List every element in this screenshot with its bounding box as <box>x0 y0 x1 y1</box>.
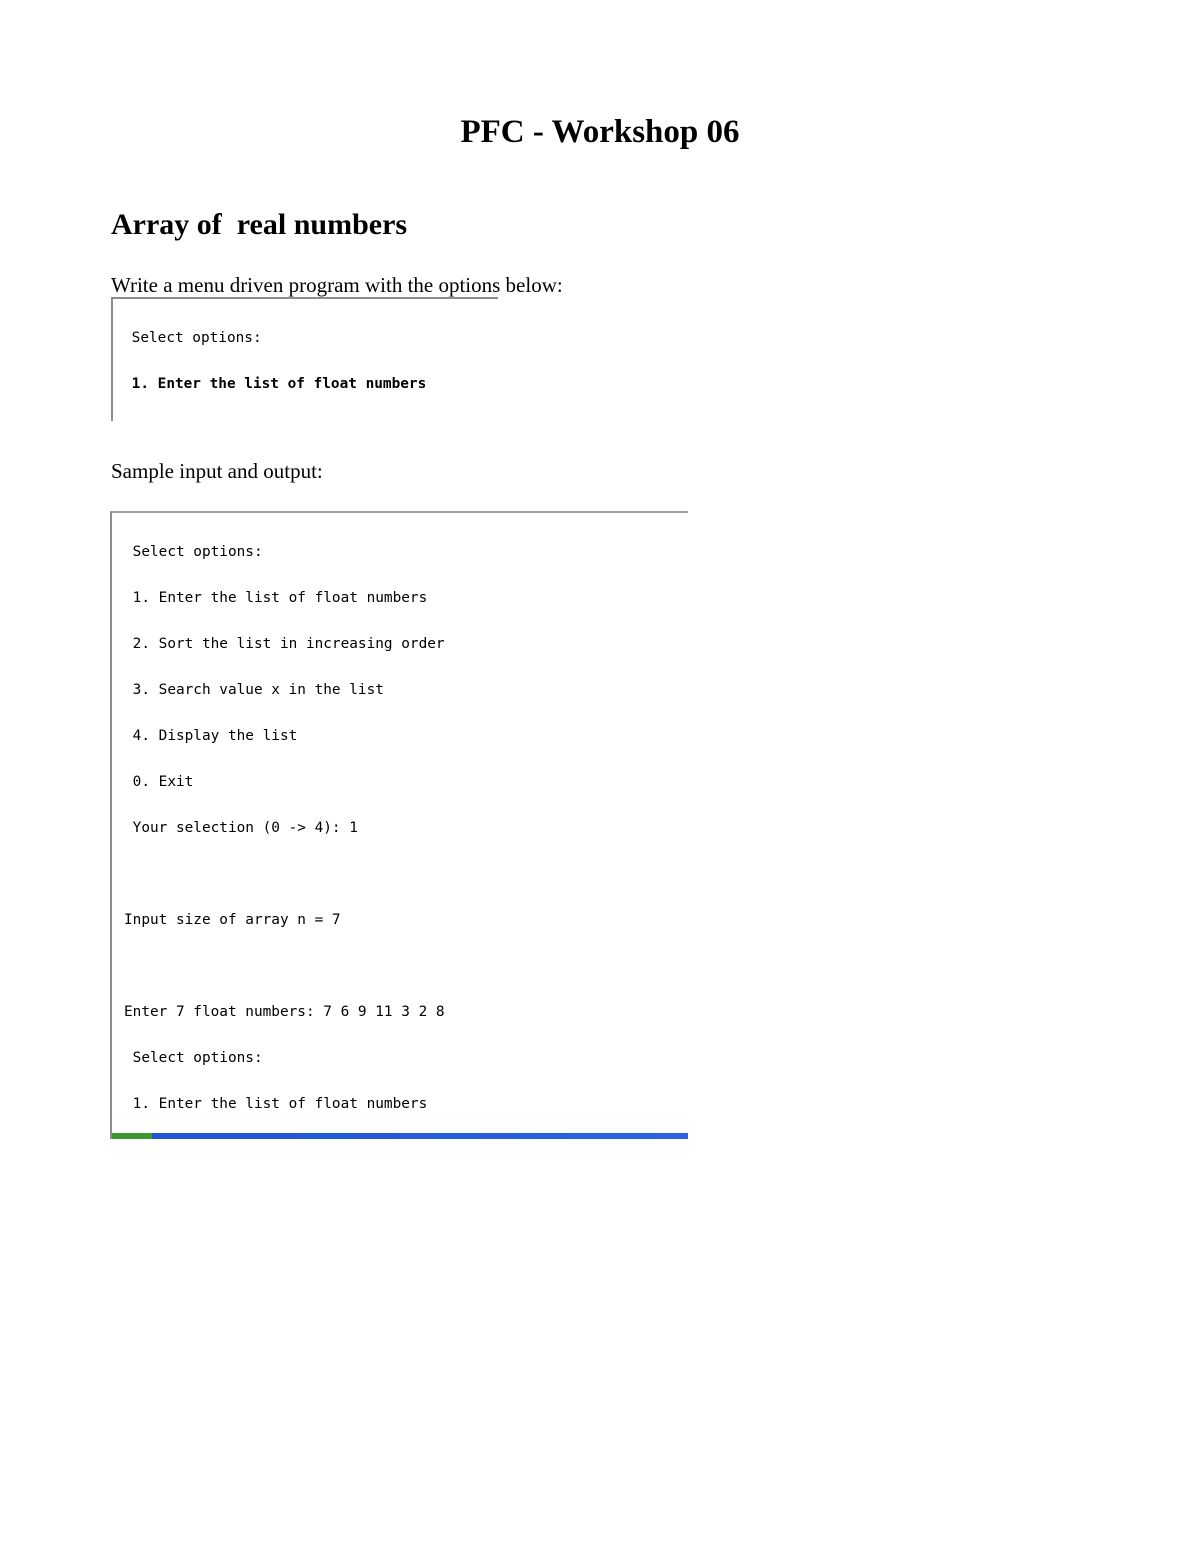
console-line: 1. Enter the list of float numbers <box>124 589 428 606</box>
intro-paragraph: Write a menu driven program with the options below: <box>111 273 563 297</box>
console-line <box>124 867 688 882</box>
console-line: 1. Enter the list of float numbers <box>124 1096 428 1113</box>
sample-console-screenshot <box>110 511 688 1139</box>
document-title: PFC - Workshop 06 <box>460 114 740 150</box>
console-line: Select options: <box>123 329 262 346</box>
console-line: Input size of array n = 7 <box>124 911 341 928</box>
console-line: 1. Enter the list of float numbers <box>123 375 427 392</box>
console-line: 3. Search value x in the list <box>124 681 384 698</box>
console-line: 2. Sort the list in increasing order <box>124 635 445 652</box>
console-line: Select options: <box>124 1050 263 1067</box>
console-line: Enter 7 float numbers: 7 6 9 11 3 2 8 <box>124 1004 445 1020</box>
console-line <box>124 959 688 974</box>
console-line: 4. Display the list <box>124 727 298 744</box>
console-line: Your selection (0 -> 4): 1 <box>124 819 358 836</box>
section-heading: Array of real numbers <box>111 208 408 241</box>
console-line: 0. Exit <box>124 773 194 790</box>
sample-label: Sample input and output: <box>111 459 323 483</box>
window-taskbar-strip <box>112 1133 688 1139</box>
menu-console-screenshot <box>111 297 498 421</box>
console-line: Select options: <box>124 543 263 560</box>
